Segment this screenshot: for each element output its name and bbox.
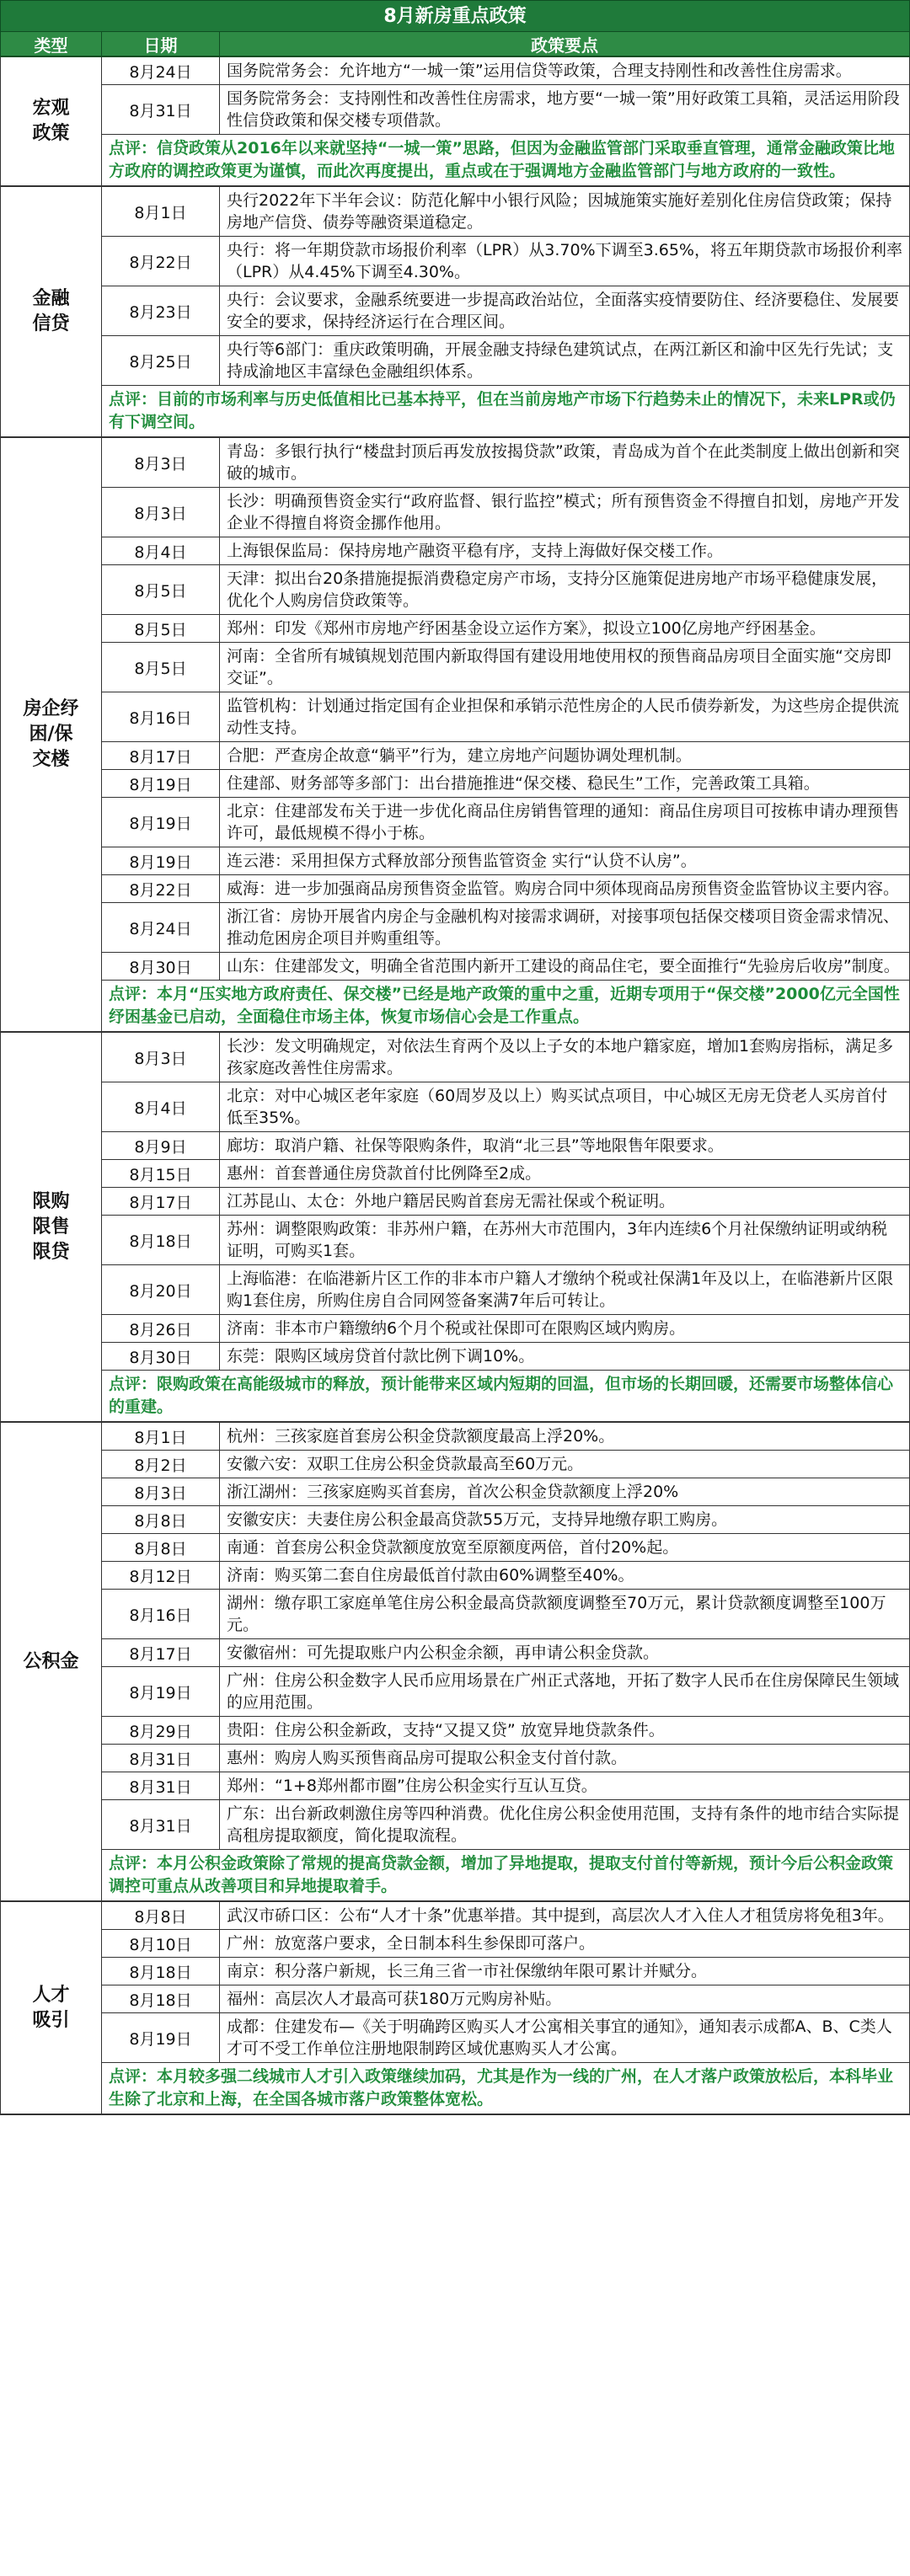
table-row [102,1985,909,2013]
row-date: 8月23日 [102,286,220,335]
row-text: 广州：住房公积金数字人民币应用场景在广州正式落地，开拓了数字人民币在住房保障民生领域的应用范围。 [227,1671,900,1712]
row-text: 合肥：严查房企故意“躺平”行为，建立房地产问题协调处理机制。 [227,746,692,765]
row-text: 贵阳：住房公积金新政，支持“又提又贷” 放宽异地贷款条件。 [227,1721,665,1740]
table-row [102,286,909,336]
row-text: 国务院常务会：允许地方“一城一策”运用信贷等政策，合理支持刚性和改善性住房需求。 [227,61,852,80]
row-date: 8月3日 [102,1478,220,1505]
table-row [102,336,909,386]
section-comment: 点评：本月公积金政策除了常规的提高贷款金额，增加了异地提取，提取支付首付等新规，预计今后公积金政策调控可重点从改善项目和异地提取着手。 [102,1850,909,1900]
row-date: 8月16日 [102,692,220,741]
row-text: 廊坊：取消户籍、社保等限购条件，取消“北三县”等地限售年限要求。 [227,1136,724,1155]
row-text: 杭州：三孩家庭首套房公积金贷款额度最高上浮20%。 [227,1427,615,1446]
row-text: 监管机构：计划通过指定国有企业担保和承销示范性房企的人民币债券新发，为这些房企提供流动性支持。 [227,697,900,737]
section-comment: 点评：目前的市场利率与历史低值相比已基本持平，但在当前房地产市场下行趋势未止的情况下，未来LPR或仍有下调空间。 [102,386,909,436]
section-type: 宏观 政策 [1,57,102,185]
row-text: 江苏昆山、太仓：外地户籍居民购首套房无需社保或个税证明。 [227,1192,676,1211]
row-date: 8月31日 [102,1800,220,1849]
header-point: 政策要点 [531,35,598,56]
page-title: 8月新房重点政策 [0,0,910,32]
policy-table [0,57,910,2115]
row-date: 8月16日 [102,1590,220,1638]
row-date: 8月17日 [102,1639,220,1666]
header-date: 日期 [102,32,220,56]
section-body [102,187,909,436]
row-date: 8月12日 [102,1562,220,1589]
table-row [102,1590,909,1639]
row-date: 8月8日 [102,1902,220,1929]
table-row [102,85,909,135]
row-date: 8月9日 [102,1132,220,1159]
table-header [0,32,910,57]
table-row [102,1772,909,1800]
row-date: 8月3日 [102,488,220,537]
section-comment: 点评：本月较多强二线城市人才引入政策继续加码，尤其是作为一线的广州，在人才落户政策放松后，本科毕业生除了北京和上海，在全国各城市落户政策整体宽松。 [102,2063,909,2114]
table-row [102,1902,909,1930]
table-row [102,187,909,237]
row-date: 8月31日 [102,1772,220,1799]
policy-section [0,438,910,1033]
row-text: 浙江省：房协开展省内房企与金融机构对接需求调研，对接事项包括保交楼项目资金需求情况、推动危困房企项目并购重组等。 [227,907,900,948]
row-text: 福州：高层次人才最高可获180万元购房补贴。 [227,1990,562,2008]
row-date: 8月30日 [102,1343,220,1370]
table-row [102,692,909,742]
table-row [102,1082,909,1132]
policy-section [0,1902,910,2115]
table-row [102,903,909,953]
section-comment: 点评：信贷政策从2016年以来就坚持“一城一策”思路，但因为金融监管部门采取垂直管理，通常金融政策比地方政府的调控政策更为谨慎，而此次再度提出，重点或在于强调地方金融监管部门与地方政府的一致性。 [102,135,909,185]
table-row [102,875,909,903]
section-body [102,57,909,185]
row-text: 住建部、财务部等多部门：出台措施推进“保交楼、稳民生”工作，完善政策工具箱。 [227,774,820,793]
row-date: 8月18日 [102,1958,220,1985]
row-text: 北京：对中心城区老年家庭（60周岁及以上）购买试点项目，中心城区无房无贷老人买房首付低至35%。 [227,1087,888,1127]
row-text: 山东：住建部发文，明确全省范围内新开工建设的商品住宅，要全面推行“先验房后收房”制度。 [227,957,900,975]
row-date: 8月15日 [102,1160,220,1187]
row-date: 8月22日 [102,237,220,286]
row-date: 8月19日 [102,847,220,874]
section-body [102,1423,909,1900]
row-text: 上海银保监局：保持房地产融资平稳有序，支持上海做好保交楼工作。 [227,542,724,560]
row-date: 8月31日 [102,1745,220,1772]
table-row [102,742,909,770]
row-date: 8月5日 [102,615,220,642]
header-type: 类型 [1,32,102,56]
table-row [102,488,909,537]
section-type: 房企纾 困/保 交楼 [1,438,102,1031]
row-text: 郑州：“1+8郑州都市圈”住房公积金实行互认互贷。 [227,1777,597,1795]
row-text: 青岛：多银行执行“楼盘封顶后再发放按揭贷款”政策，青岛成为首个在此类制度上做出创新和突破的城市。 [227,442,900,483]
row-text: 国务院常务会：支持刚性和改善性住房需求，地方要“一城一策”用好政策工具箱，灵活运用阶段性信贷政策和保交楼专项借款。 [227,89,900,130]
policy-section [0,187,910,438]
policy-section [0,57,910,187]
table-row [102,1930,909,1958]
table-row [102,1216,909,1265]
section-type: 公积金 [1,1423,102,1900]
row-date: 8月24日 [102,57,220,84]
table-row [102,565,909,615]
table-row [102,1423,909,1451]
row-text: 南京：积分落户新规，长三角三省一市社保缴纳年限可累计并赋分。 [227,1962,708,1980]
policy-section [0,1423,910,1902]
table-row [102,1315,909,1343]
row-date: 8月4日 [102,1082,220,1131]
row-date: 8月5日 [102,565,220,614]
table-row [102,1451,909,1478]
table-row [102,1717,909,1745]
row-text: 广州：放宽落户要求，全日制本科生参保即可落户。 [227,1934,596,1953]
row-date: 8月18日 [102,1985,220,2012]
row-text: 安徽宿州：可先提取账户内公积金余额，再申请公积金贷款。 [227,1643,660,1662]
row-date: 8月3日 [102,1033,220,1082]
row-text: 北京：住建部发布关于进一步优化商品住房销售管理的通知：商品住房项目可按栋申请办理预售许可，最低规模不得小于栋。 [227,802,900,842]
section-type: 限购 限售 限贷 [1,1033,102,1421]
row-text: 连云港：采用担保方式释放部分预售监管资金 实行“认贷不认房”。 [227,852,697,870]
row-text: 湖州：缴存职工家庭单笔住房公积金最高贷款额度调整至70万元，累计贷款额度调整至100万元。 [227,1594,886,1634]
row-text: 安徽安庆：夫妻住房公积金最高贷款55万元，支持异地缴存职工购房。 [227,1510,728,1529]
table-row [102,1188,909,1216]
row-date: 8月2日 [102,1451,220,1478]
row-text: 苏州：调整限购政策：非苏州户籍，在苏州大市范围内，3年内连续6个月社保缴纳证明或纳税证明，可购买1套。 [227,1220,888,1260]
table-row [102,1033,909,1082]
table-row [102,1132,909,1160]
table-row [102,537,909,565]
row-date: 8月29日 [102,1717,220,1744]
section-body [102,438,909,1031]
table-row [102,643,909,692]
table-row [102,1800,909,1850]
row-text: 天津：拟出台20条措施提振消费稳定房产市场，支持分区施策促进房地产市场平稳健康发展，优化个人购房信贷政策等。 [227,569,888,610]
row-date: 8月8日 [102,1534,220,1561]
row-date: 8月24日 [102,903,220,952]
row-date: 8月31日 [102,85,220,134]
table-row [102,1478,909,1506]
row-date: 8月3日 [102,438,220,487]
row-text: 成都：住建发布—《关于明确跨区购买人才公寓相关事宜的通知》，通知表示成都A、B、C类人才可不受工作单位注册地限制跨区域优惠购买人才公寓。 [227,2018,892,2058]
row-text: 央行2022年下半年会议：防范化解中小银行风险；因城施策实施好差别化住房信贷政策；保持房地产信贷、债券等融资渠道稳定。 [227,191,892,232]
row-text: 河南：全省所有城镇规划范围内新取得国有建设用地使用权的预售商品房项目全面实施“交房即交证”。 [227,647,891,687]
row-date: 8月19日 [102,798,220,847]
row-text: 济南：非本市户籍缴纳6个月个税或社保即可在限购区域内购房。 [227,1319,686,1338]
table-row [102,438,909,488]
table-row [102,57,909,85]
policy-section [0,1033,910,1423]
row-date: 8月20日 [102,1265,220,1314]
row-date: 8月19日 [102,1667,220,1716]
section-body [102,1033,909,1421]
section-type: 人才 吸引 [1,1902,102,2114]
row-date: 8月1日 [102,187,220,236]
table-row [102,1745,909,1772]
table-row [102,615,909,643]
row-date: 8月22日 [102,875,220,902]
row-text: 浙江湖州：三孩家庭购买首套房，首次公积金贷款额度上浮20% [227,1483,679,1501]
table-row [102,1667,909,1717]
row-date: 8月30日 [102,953,220,980]
row-text: 济南：购买第二套自住房最低首付款由60%调整至40%。 [227,1566,634,1585]
row-date: 8月8日 [102,1506,220,1533]
row-date: 8月1日 [102,1423,220,1450]
row-text: 惠州：购房人购买预售商品房可提取公积金支付首付款。 [227,1749,628,1767]
row-text: 威海：进一步加强商品房预售资金监管。购房合同中须体现商品房预售资金监管协议主要内容。 [227,879,900,898]
table-row [102,1534,909,1562]
row-text: 武汉市硚口区：公布“人才十条”优惠举措。其中提到，高层次人才入住人才租赁房将免租3年。 [227,1906,894,1925]
row-date: 8月19日 [102,770,220,797]
row-date: 8月17日 [102,1188,220,1215]
section-body [102,1902,909,2114]
row-text: 惠州：首套普通住房贷款首付比例降至2成。 [227,1164,542,1183]
row-text: 广东：出台新政刺激住房等四种消费。优化住房公积金使用范围，支持有条件的地市结合实际提高租房提取额度，简化提取流程。 [227,1804,900,1845]
table-row [102,770,909,798]
table-row [102,2013,909,2063]
row-date: 8月18日 [102,1216,220,1264]
row-date: 8月25日 [102,336,220,385]
table-row [102,1506,909,1534]
row-text: 央行等6部门：重庆政策明确，开展金融支持绿色建筑试点，在两江新区和渝中区先行先试；支持成渝地区丰富绿色金融组织体系。 [227,340,894,381]
row-text: 长沙：发文明确规定，对依法生育两个及以上子女的本地户籍家庭，增加1套购房指标，满足多孩家庭改善性住房需求。 [227,1037,894,1077]
table-row [102,237,909,286]
table-row [102,1265,909,1315]
row-date: 8月26日 [102,1315,220,1342]
row-date: 8月5日 [102,643,220,692]
section-comment: 点评：限购政策在高能级城市的释放，预计能带来区域内短期的回温，但市场的长期回暖，还需要市场整体信心的重建。 [102,1371,909,1421]
row-text: 安徽六安：双职工住房公积金贷款最高至60万元。 [227,1455,584,1473]
table-row [102,847,909,875]
table-row [102,1958,909,1985]
row-date: 8月10日 [102,1930,220,1957]
section-comment: 点评：本月“压实地方政府责任、保交楼”已经是地产政策的重中之重，近期专项用于“保交楼”2000亿元全国性纾困基金已启动，全面稳住市场主体，恢复市场信心会是工作重点。 [102,981,909,1031]
row-date: 8月4日 [102,537,220,564]
row-date: 8月19日 [102,2013,220,2062]
table-row [102,1160,909,1188]
row-text: 上海临港：在临港新片区工作的非本市户籍人才缴纳个税或社保满1年及以上，在临港新片区限购1套住房，所购住房自合同网签备案满7年后可转让。 [227,1269,894,1310]
table-row [102,1562,909,1590]
row-text: 央行：会议要求，金融系统要进一步提高政治站位，全面落实疫情要防住、经济要稳住、发展要安全的要求，保持经济运行在合理区间。 [227,291,900,331]
row-text: 央行：将一年期贷款市场报价利率（LPR）从3.70%下调至3.65%，将五年期贷款市场报价利率（LPR）从4.45%下调至4.30%。 [227,241,902,281]
row-date: 8月17日 [102,742,220,769]
table-row [102,798,909,847]
row-text: 郑州：印发《郑州市房地产纾困基金设立运作方案》，拟设立100亿房地产纾困基金。 [227,619,826,638]
table-row [102,1343,909,1371]
row-text: 东莞：限购区域房贷首付款比例下调10%。 [227,1347,535,1365]
row-text: 长沙：明确预售资金实行“政府监督、银行监控”模式；所有预售资金不得擅自扣划，房地产开发企业不得擅自将资金挪作他用。 [227,492,900,532]
table-row [102,1639,909,1667]
section-type: 金融 信贷 [1,187,102,436]
table-row [102,953,909,981]
row-text: 南通：首套房公积金贷款额度放宽至原额度两倍，首付20%起。 [227,1538,679,1557]
